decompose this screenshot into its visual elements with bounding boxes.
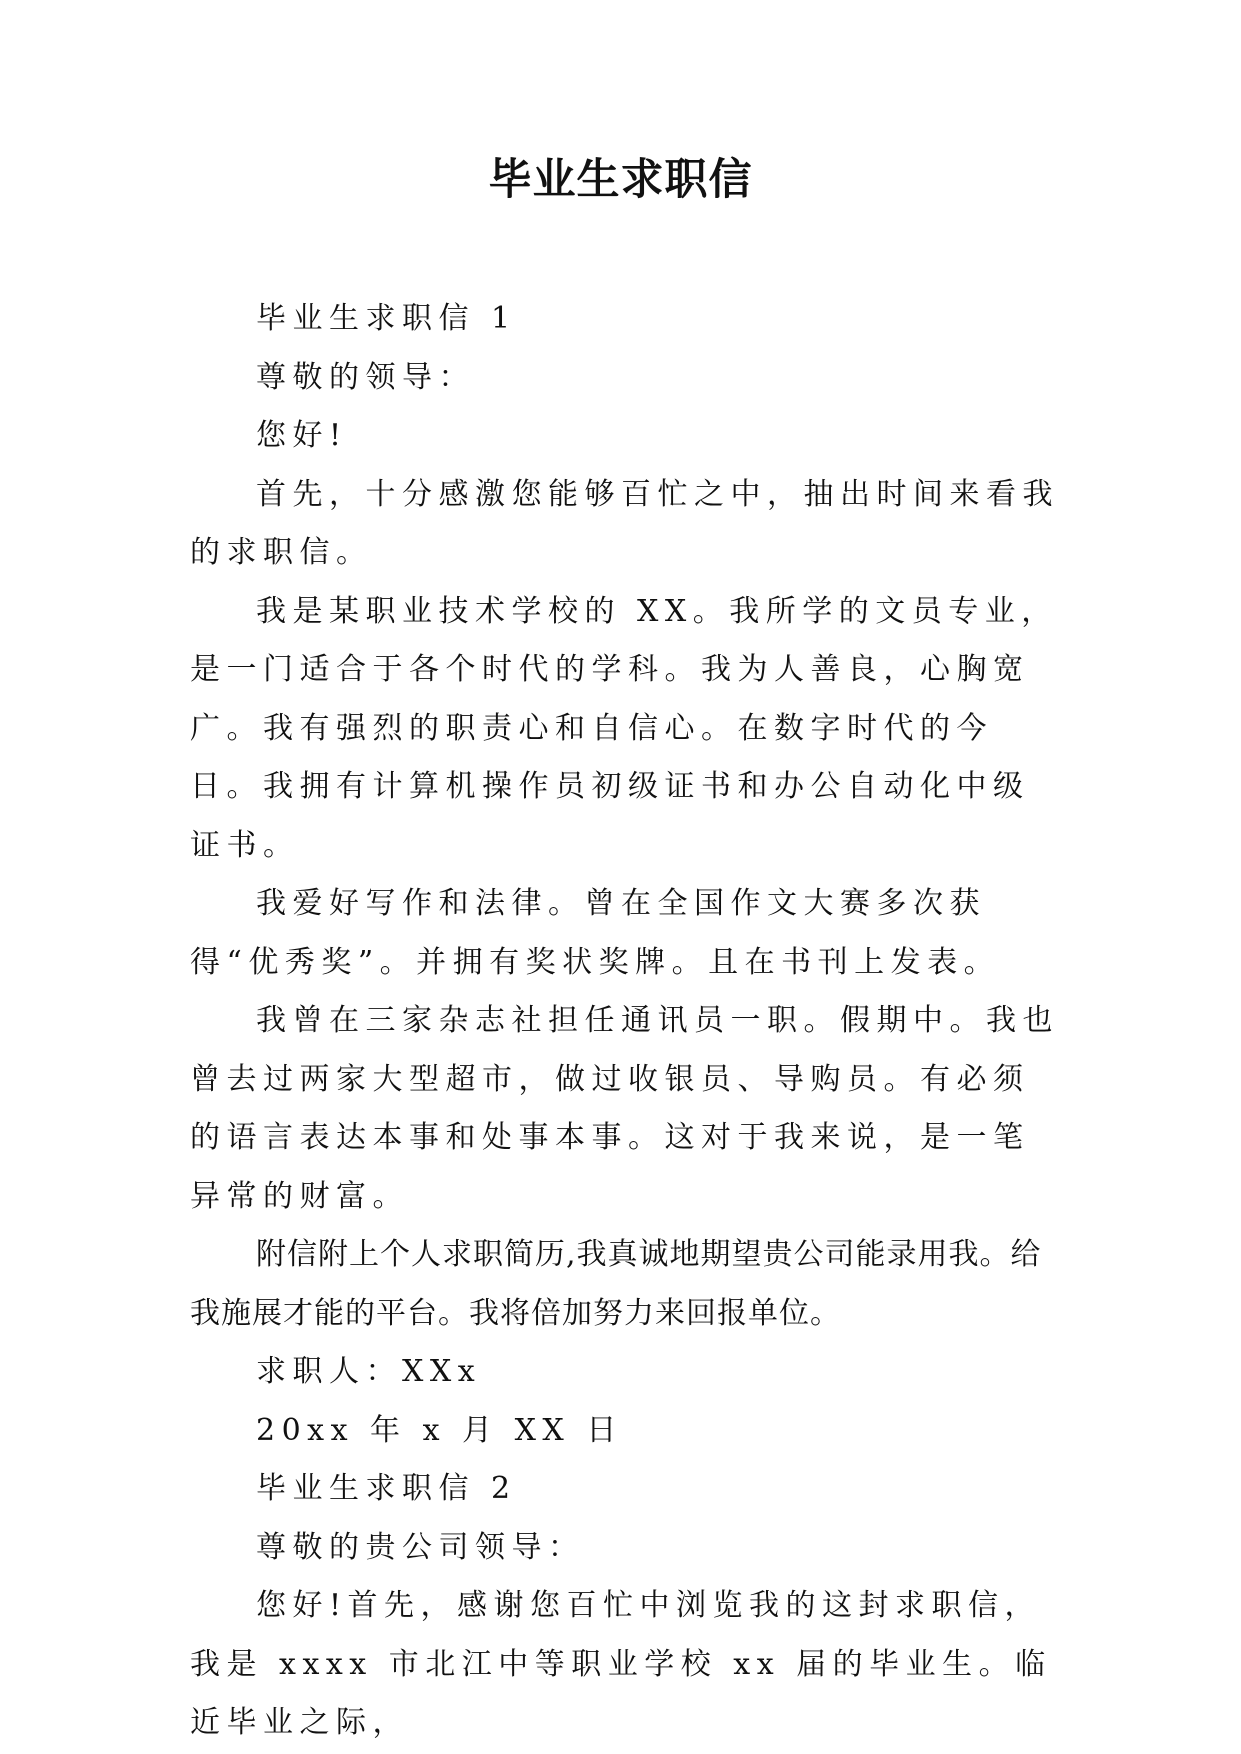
paragraph-introduction: 我是某职业技术学校的 XX。我所学的文员专业，是一门适合于各个时代的学科。我为人善良，心胸宽广。我有强烈的职责心和自信心。在数字时代的今日。我拥有计算机操作员初级证书和办公自动化中级证书。 bbox=[190, 593, 1058, 863]
document-title: 毕业生求职信 bbox=[488, 155, 753, 205]
paragraph-closing: 附信附上个人求职简历,我真诚地期望贵公司能录用我。给我施展才能的平台。我将倍加努力来回报单位。 bbox=[190, 1237, 1042, 1331]
paragraph-experience: 我曾在三家杂志社担任通讯员一职。假期中。我也曾去过两家大型超市，做过收银员、导购员。有必须的语言表达本事和处事本事。这对于我来说，是一笔异常的财富。 bbox=[190, 1003, 1059, 1214]
paragraph-salutation-1: 尊敬的领导： bbox=[256, 359, 475, 395]
paragraph-greeting-1: 您好! bbox=[256, 418, 348, 453]
paragraph-hobbies: 我爱好写作和法律。曾在全国作文大赛多次获得“优秀奖”。并拥有奖状奖牌。且在书刊上发表。 bbox=[190, 886, 1001, 980]
paragraph-letter-2-heading: 毕业生求职信 2 bbox=[256, 1471, 517, 1506]
paragraph-thanks: 首先，十分感激您能够百忙之中，抽出时间来看我的求职信。 bbox=[190, 476, 1059, 570]
paragraph-letter-2-opening: 您好!首先，感谢您百忙中浏览我的这封求职信，我是 xxxx 市北江中等职业学校 xx 届的毕业生。临近毕业之际， bbox=[190, 1588, 1052, 1740]
paragraph-letter-1-heading: 毕业生求职信 1 bbox=[256, 301, 517, 336]
paragraph-salutation-2: 尊敬的贵公司领导： bbox=[256, 1529, 585, 1565]
paragraph-date: 20xx 年 x 月 XX 日 bbox=[256, 1412, 623, 1448]
document-body bbox=[190, 290, 1060, 1753]
paragraph-signature: 求职人：XXx bbox=[256, 1354, 482, 1389]
